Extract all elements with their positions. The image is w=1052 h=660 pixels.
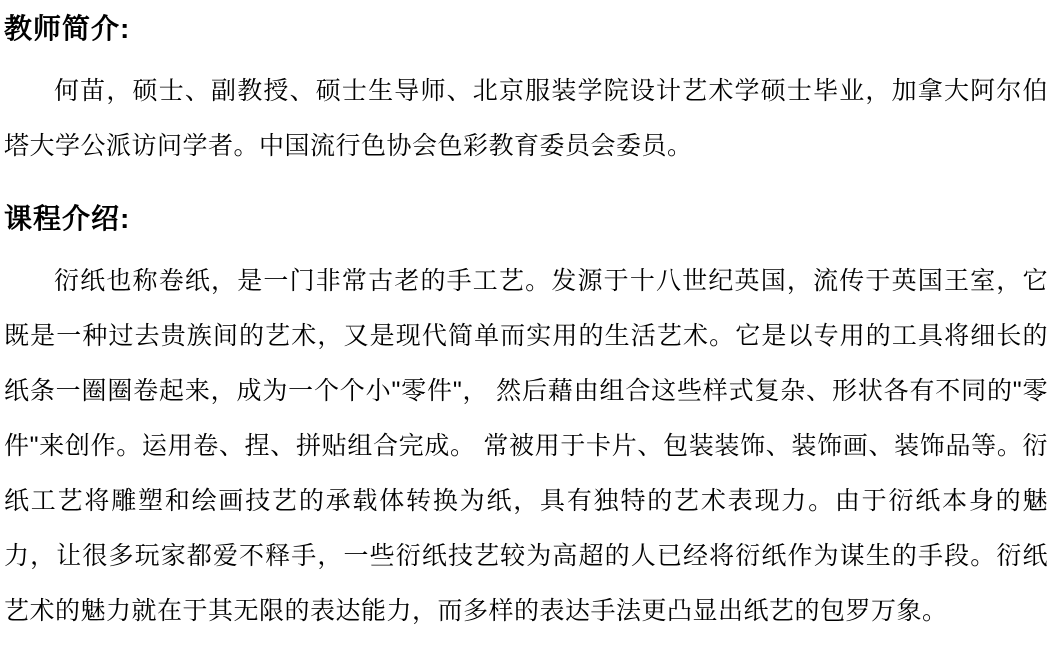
section-course-intro <box>4 200 1048 639</box>
teacher-intro-paragraph: 何苗，硕士、副教授、硕士生导师、北京服装学院设计艺术学硕士毕业，加拿大阿尔伯塔大学公派访问学者。中国流行色协会色彩教育委员会委员。 <box>4 77 1048 160</box>
course-intro-heading: 课程介绍: <box>4 203 131 234</box>
section-teacher-intro <box>4 10 1048 174</box>
teacher-intro-heading: 教师简介: <box>4 13 131 44</box>
course-intro-paragraph: 衍纸也称卷纸，是一门非常古老的手工艺。发源于十八世纪英国，流传于英国王室，它既是一种过去贵族间的艺术，又是现代简单而实用的生活艺术。它是以专用的工具将细长的纸条一圈圈卷起来，成为一个个小"零件"， 然后藉由组合这些样式复杂、形状各有不同的"零件"来创作。运用卷、捏、拼贴组合完成。 常被用于卡片、包装装饰、装饰画、装饰品等。衍纸工艺将雕塑和绘画技艺的承载体转换为纸，具有独特的艺术表现力。由于衍纸本身的魅力，让很多玩家都爱不释手，一些衍纸技艺较为高超的人已经将衍纸作为谋生的手段。衍纸艺术的魅力就在于其无限的表达能力，而多样的表达手法更凸显出纸艺的包罗万象。 <box>4 267 1048 625</box>
document-content <box>4 10 1048 639</box>
